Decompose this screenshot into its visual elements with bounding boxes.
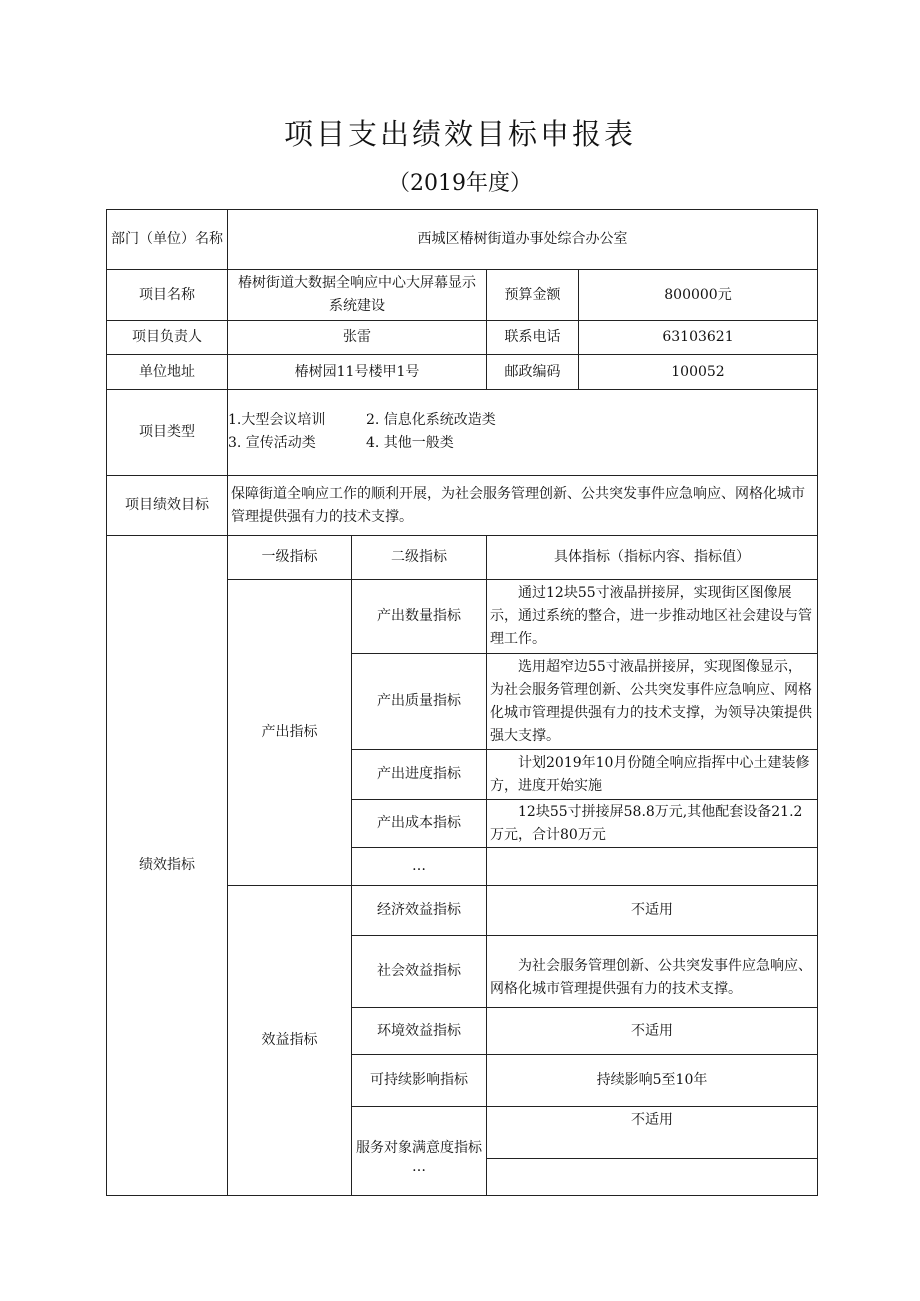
phone-label: 联系电话 [504, 329, 561, 345]
output-cost-label: 产出成本指标 [377, 815, 461, 831]
performance-goal-value: 保障街道全响应工作的顺利开展，为社会服务管理创新、公共突发事件应急响应、网格化城市管理提供强有力的技术支撑。 [231, 485, 805, 525]
owner-value: 张雷 [343, 329, 371, 345]
output-cost-value: 12块55寸拼接屏58.8万元,其他配套设备21.2万元，合计80万元 [490, 803, 803, 843]
type-option-2: 2. 信息化系统改造类 [366, 412, 496, 428]
economic-benefit-label: 经济效益指标 [377, 902, 461, 918]
environment-benefit-label: 环境效益指标 [377, 1022, 461, 1039]
dept-label: 部门（单位）名称 [111, 231, 223, 247]
satisfaction-label: 服务对象满意度指标 [356, 1139, 482, 1156]
phone-value: 63103621 [662, 329, 734, 345]
output-indicator-label: 产出指标 [261, 724, 318, 740]
type-option-4: 4. 其他一般类 [366, 435, 454, 451]
performance-goal-label: 项目绩效目标 [125, 497, 209, 513]
output-progress-label: 产出进度指标 [377, 766, 461, 782]
social-benefit-value: 为社会服务管理创新、公共突发事件应急响应、网格化城市管理提供强有力的技术支撑。 [490, 957, 812, 997]
project-name-value: 椿树街道大数据全响应中心大屏幕显示系统建设 [238, 275, 476, 314]
type-option-3: 3. 宣传活动类 [228, 435, 316, 451]
budget-label: 预算金额 [504, 286, 561, 303]
output-quantity-label: 产出数量指标 [377, 608, 461, 624]
project-type-label: 项目类型 [139, 424, 195, 440]
page-subtitle-year: （2019年度） [388, 171, 532, 196]
page-title: 项目支出绩效目标申报表 [283, 117, 636, 151]
owner-label: 项目负责人 [132, 329, 202, 345]
output-more-ellipsis: … [412, 858, 426, 874]
budget-value: 800000元 [664, 286, 732, 303]
indicators-section-label: 绩效指标 [139, 857, 195, 873]
header-level1: 一级指标 [261, 549, 318, 565]
benefit-indicator-label: 效益指标 [261, 1032, 318, 1048]
output-progress-value: 计划2019年10月份随全响应指挥中心土建装修方，进度开始实施 [490, 754, 810, 794]
output-quality-label: 产出质量指标 [377, 693, 461, 709]
dept-value: 西城区椿树街道办事处综合办公室 [417, 231, 628, 247]
type-option-1: 1.大型会议培训 [228, 412, 326, 428]
zip-value: 100052 [671, 363, 725, 380]
project-name-label: 项目名称 [139, 286, 195, 303]
sustainability-value: 持续影响5至10年 [596, 1072, 708, 1088]
output-quantity-value: 通过12块55寸液晶拼接屏，实现街区图像展示，通过系统的整合，进一步推动地区社会建设与管理工作。 [490, 585, 812, 647]
economic-benefit-value: 不适用 [631, 902, 673, 918]
header-level2: 二级指标 [391, 549, 447, 565]
sustainability-label: 可持续影响指标 [370, 1072, 468, 1088]
zip-label: 邮政编码 [504, 363, 561, 380]
social-benefit-label: 社会效益指标 [377, 963, 461, 979]
header-detail: 具体指标（指标内容、指标值） [554, 549, 750, 565]
satisfaction-value: 不适用 [631, 1111, 673, 1128]
address-label: 单位地址 [139, 363, 195, 380]
output-quality-value: 选用超窄边55寸液晶拼接屏，实现图像显示，为社会服务管理创新、公共突发事件应急响应、网格化城市管理提供强有力的技术支撑，为领导决策提供强大支撑。 [490, 658, 812, 744]
benefit-more-ellipsis: … [412, 1158, 426, 1175]
environment-benefit-value: 不适用 [631, 1022, 673, 1039]
address-value: 椿树园11号楼甲1号 [294, 363, 420, 380]
